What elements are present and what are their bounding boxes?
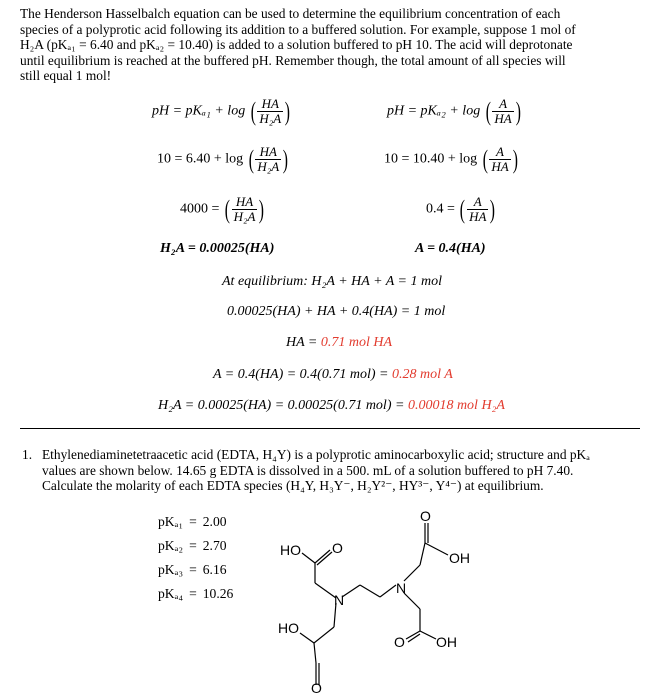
pka-value: 2.00 [202, 514, 227, 529]
ratio2-fraction: $\frac{A}{HA}$ [469, 194, 487, 224]
label-oh-right: OH [449, 550, 470, 566]
hh1-prefix: pH = pKₐ₁ + log [152, 103, 246, 119]
sub1-fraction: $\frac{HA}{\text{H₂A}}$ [257, 144, 280, 174]
sub1-prefix: 10 = 6.40 + log [157, 151, 244, 167]
question-line: Calculate the molarity of each EDTA species (H₄Y, H₃Y⁻, H₂Y²⁻, HY³⁻, Y⁴⁻) at equilibrium. [42, 478, 544, 494]
label-o-top-mid: O [332, 540, 343, 556]
label-oh-bottom-right: OH [436, 634, 457, 650]
intro-line: species of a polyprotic acid following its addition to a buffered solution. For example, suppose 1 mol of [20, 21, 576, 37]
ha-answer [286, 335, 392, 351]
result-a: A = 0.4(HA) [415, 241, 486, 256]
a-answer [213, 367, 453, 383]
hh1-fraction: $\frac{HA}{\text{H₂A}}$ [259, 96, 282, 126]
intro-line: H₂A (pKₐ₁ = 6.40 and pKₐ₂ = 10.40) is added to a solution buffered to pH 10. The acid will deprotonate [20, 37, 573, 53]
label-n-left: N [334, 592, 345, 608]
intro-line: still equal 1 mol! [20, 68, 112, 84]
question-1 [22, 447, 590, 494]
pka-row: pKₐ₃ = 6.16 [158, 558, 239, 582]
substitution-1: 10 = 6.40 + log ( $\frac{HA}{\text{H₂A}}$ ) [157, 144, 289, 174]
question-line: values are shown below. 14.65 g EDTA is dissolved in a 500. mL of a solution buffered to pH 7.40. [42, 462, 574, 478]
ratio2-prefix: 0.4 = [426, 201, 455, 217]
pka-label: pKₐ₄ [158, 586, 184, 601]
hh-equation-2: pH = pKₐ₂ + log ( $\frac{A}{HA}$ ) [387, 96, 521, 126]
sum-equation: 0.00025(HA) + HA + 0.4(HA) = 1 mol [227, 304, 446, 319]
label-o-top-right: O [420, 508, 431, 524]
equilibrium-equation: At equilibrium: H₂A + HA + A = 1 mol [222, 274, 443, 289]
hh-equation-1: pH = pKₐ₁ + log ( $\frac{HA}{\text{H₂A}}$ ) [152, 96, 291, 126]
intro-paragraph [20, 6, 640, 84]
label-ho-top: HO [280, 542, 301, 558]
ratio1-fraction: $\frac{HA}{\text{H₂A}}$ [233, 194, 256, 224]
pka-label: pKₐ₁ [158, 514, 184, 529]
label-o-bottom-left: O [311, 680, 322, 695]
substitution-2: 10 = 10.40 + log ( $\frac{A}{HA}$ ) [384, 144, 518, 174]
question-number: 1. [22, 447, 33, 462]
pka-row: pKₐ₂ = 2.70 [158, 534, 239, 558]
sub2-prefix: 10 = 10.40 + log [384, 151, 478, 167]
edta-bonds [300, 523, 448, 685]
label-ho-bottom: HO [278, 620, 299, 636]
label-n-right: N [396, 580, 407, 596]
h2a-prefix: H₂A = 0.00025(HA) = 0.00025(0.71 mol) = [158, 398, 408, 413]
ha-prefix: HA = [286, 335, 321, 350]
label-o-bottom-right: O [394, 634, 405, 650]
hh2-prefix: pH = pKₐ₂ + log [387, 103, 481, 119]
hh2-fraction: $\frac{A}{HA}$ [494, 96, 512, 126]
a-prefix: A = 0.4(HA) = 0.4(0.71 mol) = [213, 367, 392, 382]
ratio-1: 4000 = ( $\frac{HA}{\text{H₂A}}$ ) [180, 194, 265, 224]
pka-value: 2.70 [202, 538, 227, 553]
pka-row: pKₐ₁ = 2.00 [158, 510, 239, 534]
pka-value: 10.26 [202, 586, 234, 601]
h2a-answer [158, 398, 505, 414]
a-value: 0.28 mol A [391, 367, 453, 382]
sub2-fraction: $\frac{A}{HA}$ [491, 144, 509, 174]
ratio1-prefix: 4000 = [180, 201, 220, 217]
question-line: Ethylenediaminetetraacetic acid (EDTA, H₄Y) is a polyprotic aminocarboxylic acid; structure and pKₐ [42, 447, 590, 462]
h2a-value: 0.00018 mol H₂A [407, 398, 505, 413]
result-h2a: H₂A = 0.00025(HA) [160, 241, 275, 256]
ratio-2: 0.4 = ( $\frac{A}{HA}$ ) [426, 194, 496, 224]
pka-label: pKₐ₂ [158, 538, 184, 553]
pka-row: pKₐ₄ = 10.26 [158, 582, 239, 606]
pka-table [158, 510, 239, 606]
section-divider [20, 428, 640, 429]
intro-line: until equilibrium is reached at the buffered pH. Remember though, the total amount of all species will [20, 52, 566, 68]
ha-value: 0.71 mol HA [320, 335, 393, 350]
intro-line: The Henderson Hasselbalch equation can be used to determine the equilibrium concentration of each [20, 6, 561, 21]
edta-structure [270, 505, 490, 695]
pka-value: 6.16 [202, 562, 227, 577]
pka-label: pKₐ₃ [158, 562, 184, 577]
